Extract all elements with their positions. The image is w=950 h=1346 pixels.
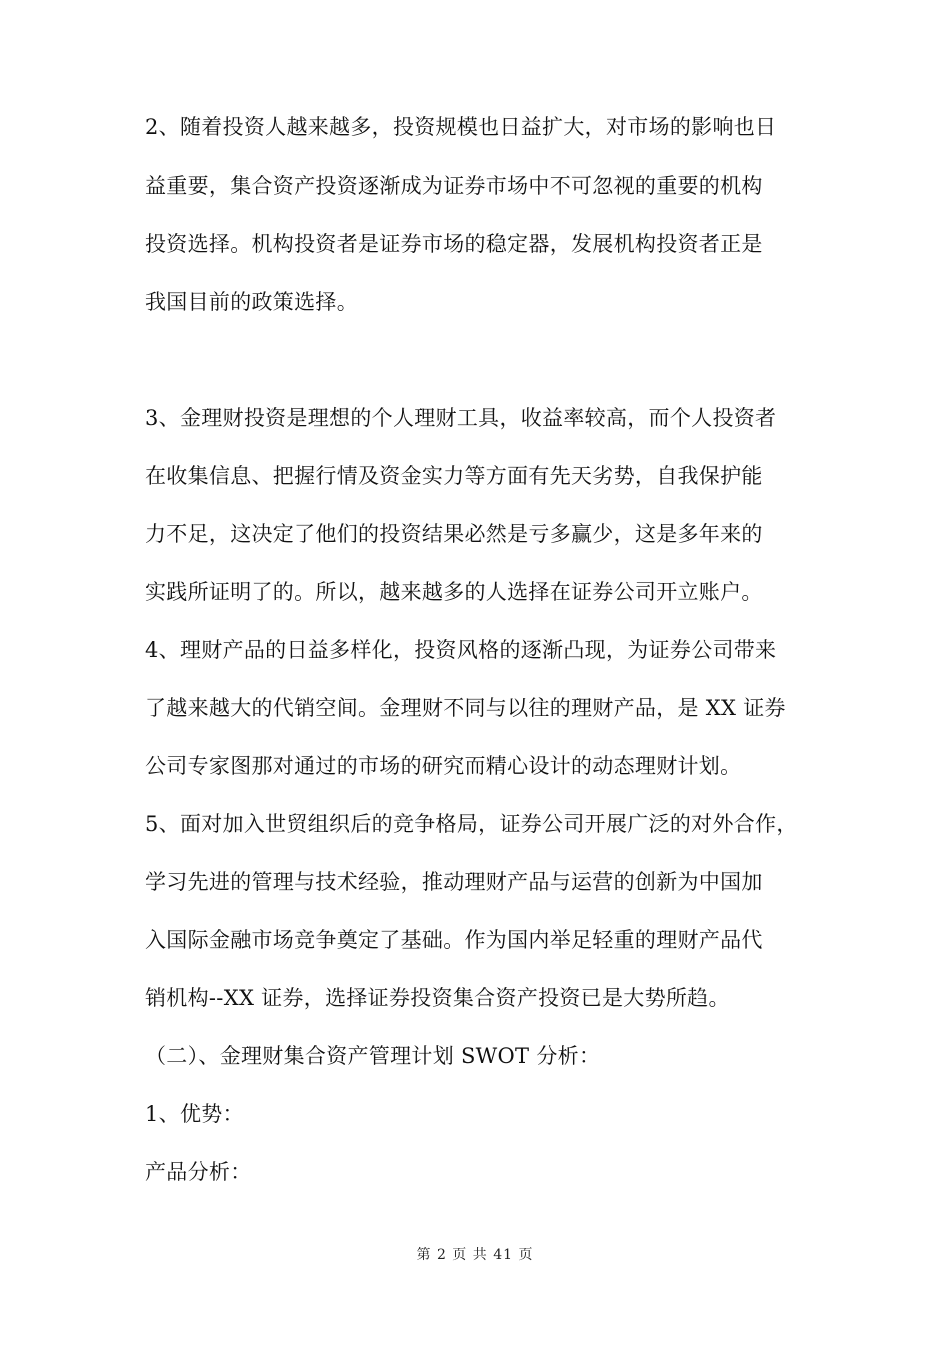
subheading-product-analysis: 产品分析： xyxy=(145,1160,252,1184)
paragraph-2-line-4: 我国目前的政策选择。 xyxy=(145,290,358,314)
page-footer: 第 2 页 共 41 页 xyxy=(416,1247,534,1263)
paragraph-5-line-2: 学习先进的管理与技术经验，推动理财产品与运营的创新为中国加 xyxy=(145,870,763,894)
paragraph-2-line-3: 投资选择。机构投资者是证券市场的稳定器，发展机构投资者正是 xyxy=(145,232,763,256)
paragraph-5-line-3: 入国际金融市场竞争奠定了基础。作为国内举足轻重的理财产品代 xyxy=(145,928,763,952)
paragraph-4-line-1: 4、理财产品的日益多样化，投资风格的逐渐凸现，为证券公司带来 xyxy=(145,638,777,662)
subheading-advantages: 1、优势： xyxy=(145,1102,244,1126)
paragraph-2-line-2: 益重要，集合资产投资逐渐成为证券市场中不可忽视的重要的机构 xyxy=(145,174,763,198)
paragraph-2-line-1: 2、随着投资人越来越多，投资规模也日益扩大，对市场的影响也日 xyxy=(145,115,777,139)
paragraph-4-line-3: 公司专家图那对通过的市场的研究而精心设计的动态理财计划。 xyxy=(145,754,742,778)
paragraph-5-line-1: 5、面对加入世贸组织后的竞争格局，证券公司开展广泛的对外合作， xyxy=(145,812,798,836)
paragraph-4-line-2: 了越来越大的代销空间。金理财不同与以往的理财产品，是 XX 证券 xyxy=(145,696,786,720)
paragraph-5-line-4: 销机构--XX 证券，选择证券投资集合资产投资已是大势所趋。 xyxy=(145,986,730,1010)
paragraph-3-line-4: 实践所证明了的。所以，越来越多的人选择在证券公司开立账户。 xyxy=(145,580,763,604)
section-heading: （二）、金理财集合资产管理计划 SWOT 分析： xyxy=(145,1044,601,1068)
paragraph-3-line-1: 3、金理财投资是理想的个人理财工具，收益率较高，而个人投资者 xyxy=(145,406,777,430)
paragraph-3-line-2: 在收集信息、把握行情及资金实力等方面有先天劣势，自我保护能 xyxy=(145,464,763,488)
paragraph-3-line-3: 力不足，这决定了他们的投资结果必然是亏多赢少，这是多年来的 xyxy=(145,522,763,546)
